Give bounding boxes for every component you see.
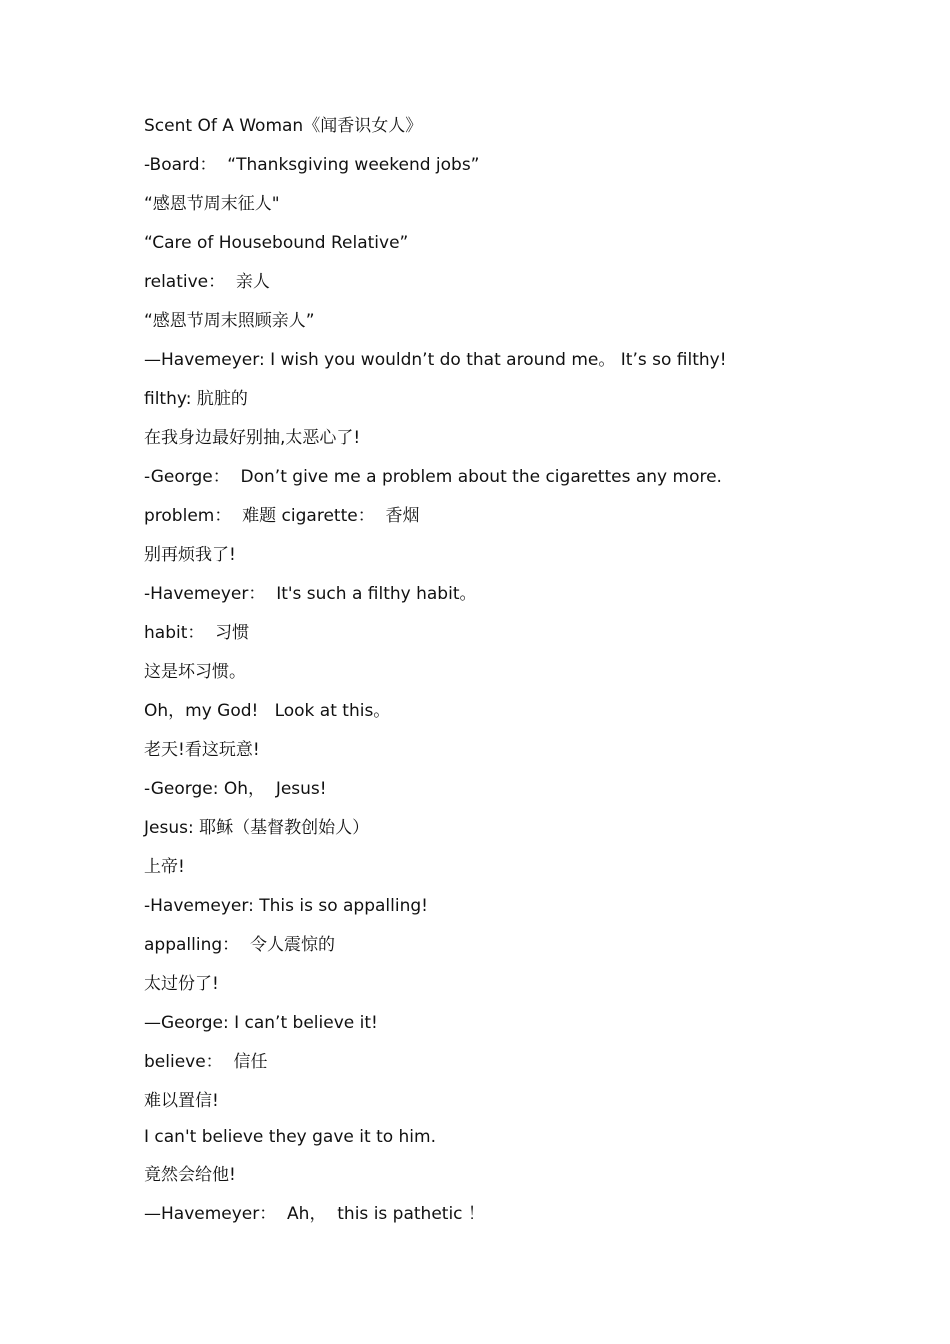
text-line: “Care of Housebound Relative” (144, 233, 409, 253)
text-line: I can't believe they gave it to him. (144, 1127, 436, 1147)
text-line: relative： 亲人 (144, 272, 270, 292)
text-line: Oh，my God! Look at this。 (144, 701, 391, 721)
text-line: problem： 难题 cigarette： 香烟 (144, 506, 420, 526)
text-line: 太过份了! (144, 974, 219, 994)
text-line: “感恩节周末照顾亲人” (144, 311, 315, 331)
text-line: Jesus: 耶稣（基督教创始人） (144, 818, 370, 838)
text-line: -George: Oh， Jesus! (144, 779, 327, 799)
text-line: —Havemeyer: I wish you wouldn’t do that around me。 It’s so filthy! (144, 350, 727, 370)
text-line: -George： Don’t give me a problem about the cigarettes any more. (144, 467, 722, 487)
text-line: 这是坏习惯。 (144, 662, 246, 682)
text-line: —George: I can’t believe it! (144, 1013, 378, 1033)
text-line: 上帝! (144, 857, 185, 877)
text-line: habit： 习惯 (144, 623, 250, 643)
text-line: filthy: 肮脏的 (144, 389, 248, 409)
text-line: appalling： 令人震惊的 (144, 935, 335, 955)
text-line: “感恩节周末征人" (144, 194, 280, 214)
text-line: 别再烦我了! (144, 545, 236, 565)
text-line: —Havemeyer： Ah， this is pathetic ！ (144, 1204, 485, 1224)
text-line: believe： 信任 (144, 1052, 268, 1072)
text-line: -Havemeyer: This is so appalling! (144, 896, 428, 916)
document-body (144, 115, 864, 1242)
text-line: -Havemeyer： It's such a filthy habit。 (144, 584, 477, 604)
text-line: 难以置信! (144, 1091, 219, 1111)
text-line: 竟然会给他! (144, 1165, 236, 1185)
document-title: Scent Of A Woman《闻香识女人》 (144, 116, 423, 136)
text-line: 在我身边最好别抽,太恶心了! (144, 428, 361, 448)
text-line: 老天!看这玩意! (144, 740, 260, 760)
text-line: -Board： “Thanksgiving weekend jobs” (144, 155, 480, 175)
